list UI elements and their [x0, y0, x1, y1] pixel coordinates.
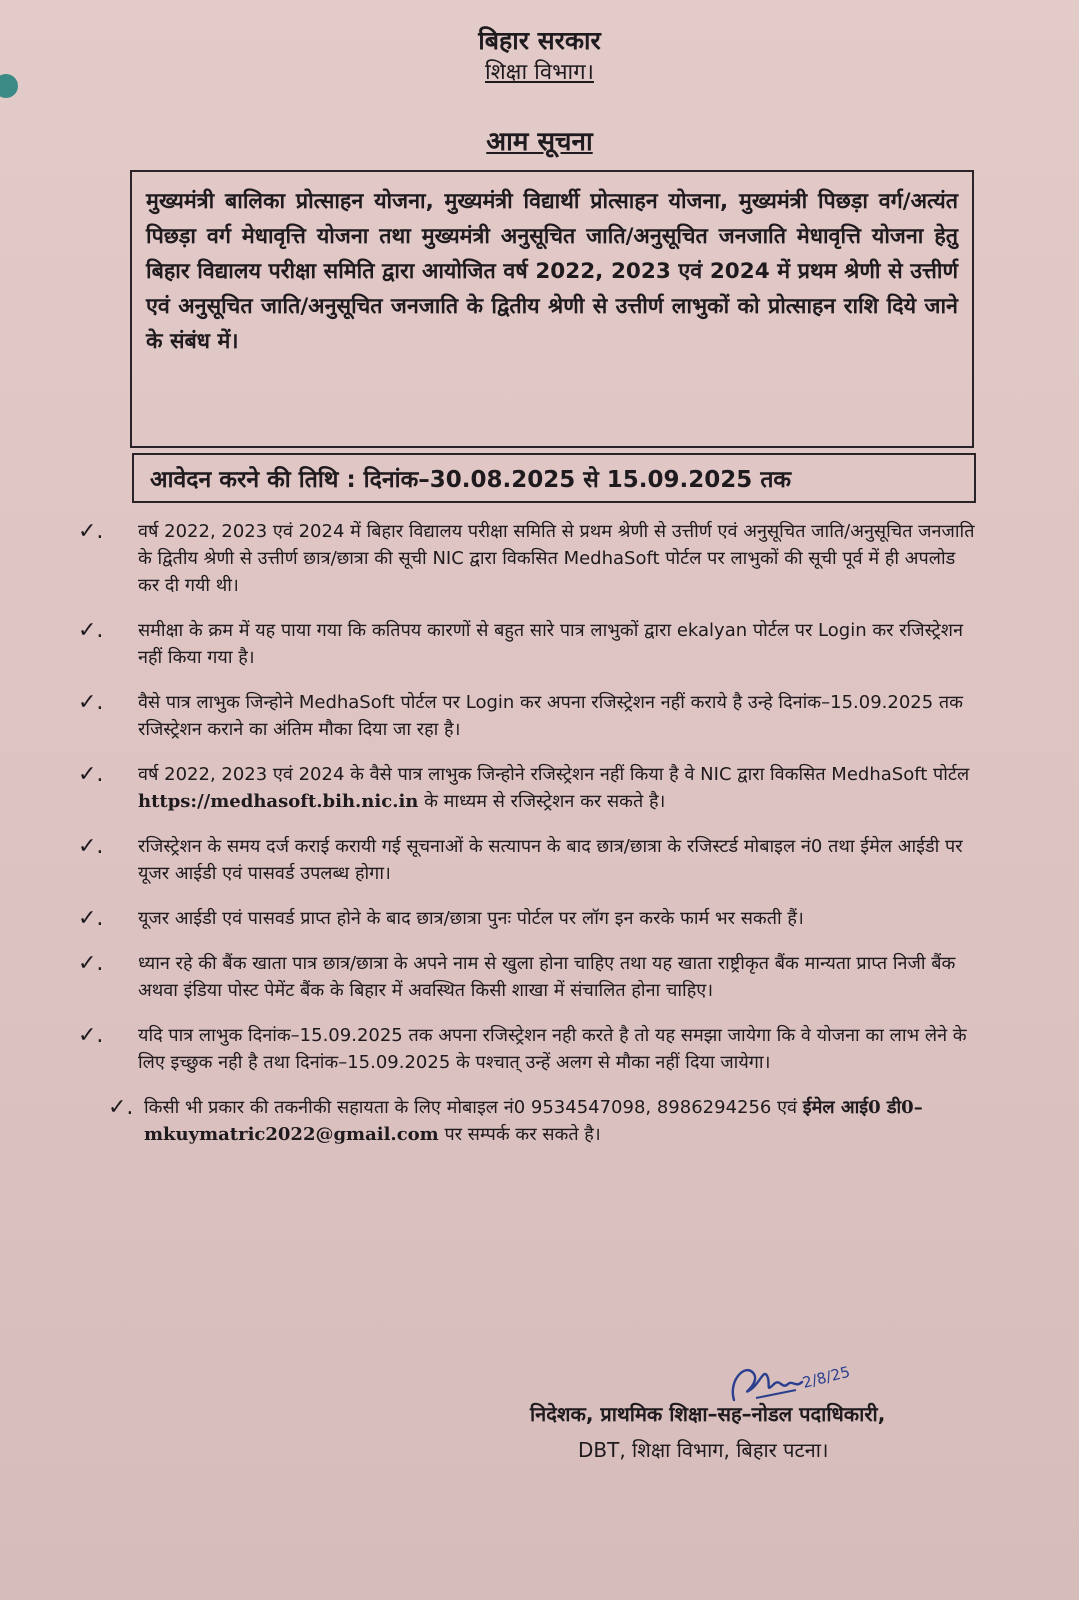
contact-item: [78, 1094, 978, 1148]
email-label: ईमेल: [802, 1097, 835, 1118]
department-name: शिक्षा विभाग।: [485, 60, 594, 85]
portal-url-link[interactable]: https://medhasoft.bih.nic.in: [138, 791, 419, 812]
check-icon: ✓.: [78, 834, 104, 859]
list-item: [78, 833, 978, 887]
subject-box: मुख्यमंत्री बालिका प्रोत्साहन योजना, मुख्यमंत्री विद्यार्थी प्रोत्साहन योजना, मुख्यमंत्री पिछड़ा वर्ग/अत्यंत पिछड़ा वर्ग मेधावृत्ति योजना तथा मुख्यमंत्री अनुसूचित जाति/अनुसूचित जनजाति मेधावृत्ति योजना हेतु बिहार विद्यालय परीक्षा समिति द्वारा आयोजित वर्ष 2022, 2023 एवं 2024 में प्रथम श्रेणी से उत्तीर्ण एवं अनुसूचित जाति/अनुसूचित जनजाति के द्वितीय श्रेणी से उत्तीर्ण लाभुकों को प्रोत्साहन राशि दिये जाने के संबंध में।: [130, 170, 974, 448]
contact-text: [144, 1094, 978, 1148]
check-icon: ✓.: [78, 951, 104, 976]
check-icon: ✓.: [108, 1095, 134, 1120]
point-text: वैसे पात्र लाभुक जिन्होने MedhaSoft पोर्टल पर Login कर अपना रजिस्ट्रेशन नहीं कराये है उन्हे दिनांक–15.09.2025 तक रजिस्ट्रेशन कराने का अंतिम मौका दिया जा रहा है।: [138, 692, 963, 740]
email-id-label: आई0 डी0–: [834, 1097, 923, 1118]
application-date-box: आवेदन करने की तिथि : दिनांक–30.08.2025 से 15.09.2025 तक: [132, 453, 976, 503]
list-item: [78, 761, 978, 815]
point-text: समीक्षा के क्रम में यह पाया गया कि कतिपय कारणों से बहुत सारे पात्र लाभुकों द्वारा ekalyan पोर्टल पर Login कर रजिस्ट्रेशन नहीं किया गया है।: [138, 620, 963, 668]
check-icon: ✓.: [78, 690, 104, 715]
point-text: वर्ष 2022, 2023 एवं 2024 में बिहार विद्यालय परीक्षा समिति से प्रथम श्रेणी से उत्तीर्ण एवं अनुसूचित जाति/अनुसूचित जनजाति के द्वितीय श्रेणी से उत्तीर्ण छात्र/छात्रा की सूची NIC द्वारा विकसित MedhaSoft पोर्टल पर लाभुकों की सूची पूर्व में ही अपलोड कर दी गयी थी।: [138, 521, 975, 596]
list-item: [78, 617, 978, 671]
list-item: [78, 950, 978, 1004]
list-item: [78, 518, 978, 599]
point-text: रजिस्ट्रेशन के समय दर्ज कराई करायी गई सूचनाओं के सत्यापन के बाद छात्र/छात्रा के रजिस्टर्ड मोबाइल नं0 तथा ईमेल आईडी पर यूजर आईडी एवं पासवर्ड उपलब्ध होगा।: [138, 836, 963, 884]
signature-date: 2/8/25: [800, 1362, 852, 1392]
check-icon: ✓.: [78, 618, 104, 643]
check-icon: ✓.: [78, 1023, 104, 1048]
point-text: यदि पात्र लाभुक दिनांक–15.09.2025 तक अपना रजिस्ट्रेशन नही करते है तो यह समझा जायेगा कि वे योजना का लाभ लेने के लिए इच्छुक नही है तथा दिनांक–15.09.2025 के पश्चात् उन्हें अलग से मौका नहीं दिया जायेगा।: [138, 1025, 967, 1073]
notice-title: आम सूचना: [486, 127, 593, 157]
list-item: [78, 905, 978, 932]
signatory-office: DBT, शिक्षा विभाग, बिहार पटना।: [578, 1438, 829, 1462]
letterhead: [0, 24, 1079, 88]
check-icon: ✓.: [78, 762, 104, 787]
signatory-designation: निदेशक, प्राथमिक शिक्षा–सह–नोडल पदाधिकारी,: [530, 1402, 886, 1426]
point-text: वर्ष 2022, 2023 एवं 2024 के वैसे पात्र लाभुक जिन्होने रजिस्ट्रेशन नहीं किया है वे NIC द्वारा विकसित MedhaSoft पोर्टल: [138, 764, 970, 785]
point-text-end: के माध्यम से रजिस्ट्रेशन कर सकते है।: [418, 791, 666, 812]
point-text: यूजर आईडी एवं पासवर्ड प्राप्त होने के बाद छात्र/छात्रा पुनः पोर्टल पर लॉग इन करके फार्म भर सकती हैं।: [138, 908, 804, 929]
support-email-link[interactable]: mkuymatric2022@gmail.com: [144, 1124, 439, 1145]
instruction-list: [78, 518, 978, 1166]
point-text: ध्यान रहे की बैंक खाता पात्र छात्र/छात्रा के अपने नाम से खुला होना चाहिए तथा यह खाता राष्ट्रीकृत बैंक मान्यता प्राप्त निजी बैंक अथवा इंडिया पोस्ट पेमेंट बैंक के बिहार में अवस्थित किसी शाखा में संचालित होना चाहिए।: [138, 953, 956, 1001]
government-name: बिहार सरकार: [478, 26, 601, 55]
list-item: [78, 689, 978, 743]
check-icon: ✓.: [78, 519, 104, 544]
contact-end-text: पर सम्पर्क कर सकते है।: [438, 1124, 601, 1145]
check-icon: ✓.: [78, 906, 104, 931]
list-item: [78, 1022, 978, 1076]
contact-phone-text: किसी भी प्रकार की तकनीकी सहायता के लिए मोबाइल नं0 9534547098, 8986294256 एवं: [144, 1097, 803, 1118]
